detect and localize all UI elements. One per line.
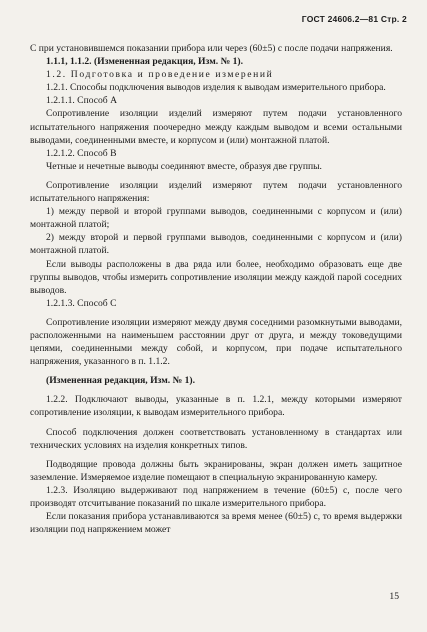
document-body <box>30 42 402 536</box>
list-item: 2) между второй и первой группами выводов, соединенными с корпусом и (или) монтажной платой. <box>30 232 402 257</box>
section-heading <box>30 68 402 81</box>
amendment-note: (Измененная редакция, Изм. № 1). <box>46 375 196 387</box>
paragraph: Способ подключения должен соответствовать установленному в стандартах или технических условиях на изделия конкретных типов. <box>30 426 402 451</box>
section-heading-text: 1.2. Подготовка и проведение измерений <box>46 69 274 81</box>
method-heading: 1.2.1.3. Способ С <box>46 297 117 309</box>
paragraph: 1.2.2. Подключают выводы, указанные в п. 1.2.1, между которыми измеряют сопротивление изоляции, к выводам измерительного прибора. <box>30 394 402 419</box>
paragraph: Четные и нечетные выводы соединяют вместе, образуя две группы. <box>46 160 322 172</box>
page-header <box>302 14 407 24</box>
paragraph: Сопротивление изоляции измеряют между двумя соседними разомкнутыми выводами, расположенными на наименьшем расстоянии друг от друга, и между токоведущими цепями, соединенными между собой, и корпусом, при подаче испытательного напряжения, указанного в п. 1.1.2. <box>30 316 402 368</box>
amendment-note: 1.1.1, 1.1.2. (Измененная редакция, Изм. № 1). <box>46 56 243 68</box>
paragraph: 1.2.3. Изоляцию выдерживают под напряжением в течение (60±5) с, после чего производят отсчитывание показаний по шкале измерительного прибора. <box>30 484 402 509</box>
method-heading: 1.2.1.2. Способ В <box>46 147 117 159</box>
page-label: Стр. 2 <box>380 14 407 24</box>
list-item: 1) между первой и второй группами выводов, соединенными с корпусом и (или) монтажной платой; <box>30 206 402 231</box>
method-heading: 1.2.1.1. Способ А <box>46 95 118 107</box>
standard-number: ГОСТ 24606.2—81 <box>301 14 379 24</box>
paragraph: 1.2.1. Способы подключения выводов изделия к выводам измерительного прибора. <box>46 82 386 94</box>
paragraph: Подводящие провода должны быть экранированы, экран должен иметь защитное заземление. Измеряемое изделие помещают в специальную экранированную камеру. <box>30 458 402 483</box>
page-number: 15 <box>389 591 399 602</box>
paragraph: Если показания прибора устанавливаются за время менее (60±5) с, то время выдержки изоляции под напряжением может <box>30 511 402 536</box>
paragraph: Сопротивление изоляции изделий измеряют путем подачи установленного испытательного напряжения поочередно между каждым выводом и всеми остальными выводами, соединенными вместе, и корпусом и (или) монтажной платой. <box>30 108 402 146</box>
paragraph: С при установившемся показании прибора или через (60±5) с после подачи напряжения. <box>30 43 393 54</box>
paragraph: Сопротивление изоляции изделий измеряют путем подачи установленного испытательного напряжения: <box>30 179 402 205</box>
paragraph: Если выводы расположены в два ряда или более, необходимо образовать еще две группы выводов, чтобы измерить сопротивление изоляции между каждой парой соседних выводов. <box>30 258 402 296</box>
